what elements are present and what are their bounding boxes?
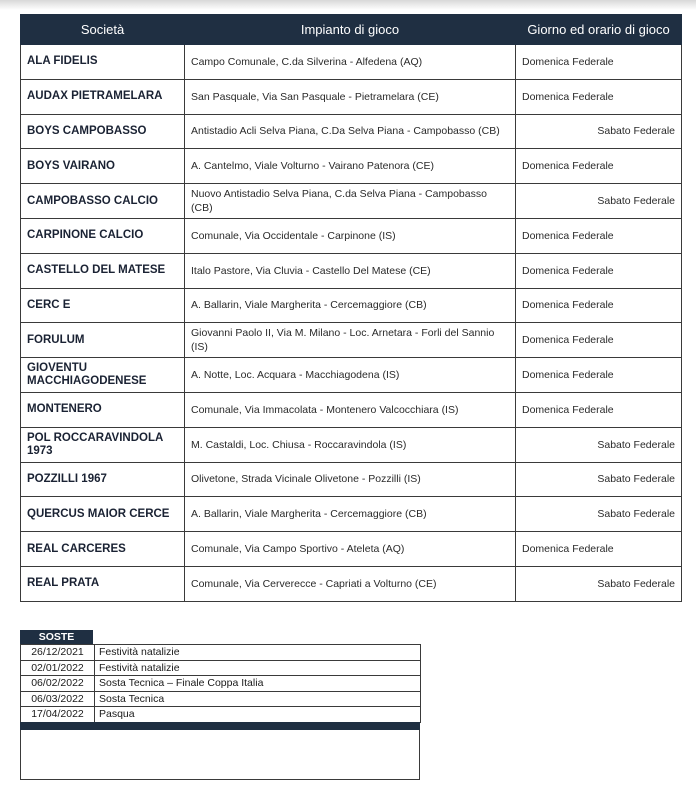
giorno-cell: Domenica Federale xyxy=(516,288,682,323)
soste-date: 02/01/2022 xyxy=(21,660,95,676)
impianto-cell: Comunale, Via Campo Sportivo - Ateleta (AQ) xyxy=(185,532,516,567)
giorno-cell: Domenica Federale xyxy=(516,45,682,80)
soste-row xyxy=(21,660,421,676)
soste-date: 17/04/2022 xyxy=(21,707,95,723)
soste-date: 06/02/2022 xyxy=(21,676,95,692)
header-societa: Società xyxy=(21,15,185,45)
table-header-row xyxy=(21,15,682,45)
societa-cell: BOYS VAIRANO xyxy=(21,149,185,184)
societa-cell: FORULUM xyxy=(21,323,185,358)
impianto-cell: San Pasquale, Via San Pasquale - Pietramelara (CE) xyxy=(185,79,516,114)
soste-description: Sosta Tecnica – Finale Coppa Italia xyxy=(95,676,421,692)
table-row xyxy=(21,288,682,323)
soste-table xyxy=(20,644,421,723)
societa-cell: AUDAX PIETRAMELARA xyxy=(21,79,185,114)
table-row xyxy=(21,566,682,601)
giorno-cell: Sabato Federale xyxy=(516,497,682,532)
giorno-cell: Sabato Federale xyxy=(516,566,682,601)
impianto-cell: Comunale, Via Immacolata - Montenero Valcocchiara (IS) xyxy=(185,392,516,427)
table-row xyxy=(21,323,682,358)
impianto-cell: A. Cantelmo, Viale Volturno - Vairano Patenora (CE) xyxy=(185,149,516,184)
table-row xyxy=(21,462,682,497)
societa-cell: CARPINONE CALCIO xyxy=(21,218,185,253)
giorno-cell: Domenica Federale xyxy=(516,323,682,358)
soste-empty-box xyxy=(20,730,420,780)
soste-footer-bar xyxy=(20,722,420,730)
soste-description: Festività natalizie xyxy=(95,660,421,676)
soste-row xyxy=(21,645,421,661)
giorno-cell: Domenica Federale xyxy=(516,392,682,427)
societa-cell: CAMPOBASSO CALCIO xyxy=(21,184,185,219)
societa-cell: GIOVENTU MACCHIAGODENESE xyxy=(21,358,185,393)
impianto-cell: A. Ballarin, Viale Margherita - Cercemaggiore (CB) xyxy=(185,497,516,532)
table-row xyxy=(21,358,682,393)
giorno-cell: Sabato Federale xyxy=(516,184,682,219)
soste-description: Sosta Tecnica xyxy=(95,691,421,707)
impianto-cell: A. Ballarin, Viale Margherita - Cercemaggiore (CB) xyxy=(185,288,516,323)
impianto-cell: Olivetone, Strada Vicinale Olivetone - Pozzilli (IS) xyxy=(185,462,516,497)
table-row xyxy=(21,114,682,149)
societa-cell: BOYS CAMPOBASSO xyxy=(21,114,185,149)
soste-title: SOSTE xyxy=(20,630,93,644)
impianto-cell: A. Notte, Loc. Acquara - Macchiagodena (IS) xyxy=(185,358,516,393)
societa-cell: ALA FIDELIS xyxy=(21,45,185,80)
societa-cell: QUERCUS MAIOR CERCE xyxy=(21,497,185,532)
giorno-cell: Domenica Federale xyxy=(516,79,682,114)
impianto-cell: Giovanni Paolo II, Via M. Milano - Loc. Arnetara - Forli del Sannio (IS) xyxy=(185,323,516,358)
societa-cell: MONTENERO xyxy=(21,392,185,427)
table-row xyxy=(21,184,682,219)
societa-cell: REAL CARCERES xyxy=(21,532,185,567)
table-row xyxy=(21,497,682,532)
soste-row xyxy=(21,676,421,692)
venues-table xyxy=(20,14,682,602)
table-row xyxy=(21,427,682,462)
giorno-cell: Domenica Federale xyxy=(516,253,682,288)
table-row xyxy=(21,392,682,427)
societa-cell: CASTELLO DEL MATESE xyxy=(21,253,185,288)
table-row xyxy=(21,79,682,114)
scan-edge xyxy=(0,0,696,10)
giorno-cell: Sabato Federale xyxy=(516,427,682,462)
soste-date: 26/12/2021 xyxy=(21,645,95,661)
giorno-cell: Sabato Federale xyxy=(516,462,682,497)
soste-description: Pasqua xyxy=(95,707,421,723)
table-row xyxy=(21,532,682,567)
giorno-cell: Domenica Federale xyxy=(516,149,682,184)
soste-row xyxy=(21,707,421,723)
header-giorno: Giorno ed orario di gioco xyxy=(516,15,682,45)
soste-description: Festività natalizie xyxy=(95,645,421,661)
societa-cell: REAL PRATA xyxy=(21,566,185,601)
impianto-cell: Comunale, Via Occidentale - Carpinone (IS) xyxy=(185,218,516,253)
table-row xyxy=(21,149,682,184)
societa-cell: POZZILLI 1967 xyxy=(21,462,185,497)
impianto-cell: Comunale, Via Cerverecce - Capriati a Volturno (CE) xyxy=(185,566,516,601)
giorno-cell: Domenica Federale xyxy=(516,358,682,393)
societa-cell: CERC E xyxy=(21,288,185,323)
impianto-cell: M. Castaldi, Loc. Chiusa - Roccaravindola (IS) xyxy=(185,427,516,462)
table-row xyxy=(21,45,682,80)
header-impianto: Impianto di gioco xyxy=(185,15,516,45)
giorno-cell: Sabato Federale xyxy=(516,114,682,149)
impianto-cell: Campo Comunale, C.da Silverina - Alfedena (AQ) xyxy=(185,45,516,80)
table-row xyxy=(21,253,682,288)
giorno-cell: Domenica Federale xyxy=(516,218,682,253)
impianto-cell: Antistadio Acli Selva Piana, C.Da Selva Piana - Campobasso (CB) xyxy=(185,114,516,149)
impianto-cell: Italo Pastore, Via Cluvia - Castello Del Matese (CE) xyxy=(185,253,516,288)
soste-date: 06/03/2022 xyxy=(21,691,95,707)
societa-cell: POL ROCCARAVINDOLA 1973 xyxy=(21,427,185,462)
table-row xyxy=(21,218,682,253)
impianto-cell: Nuovo Antistadio Selva Piana, C.da Selva Piana - Campobasso (CB) xyxy=(185,184,516,219)
giorno-cell: Domenica Federale xyxy=(516,532,682,567)
soste-row xyxy=(21,691,421,707)
